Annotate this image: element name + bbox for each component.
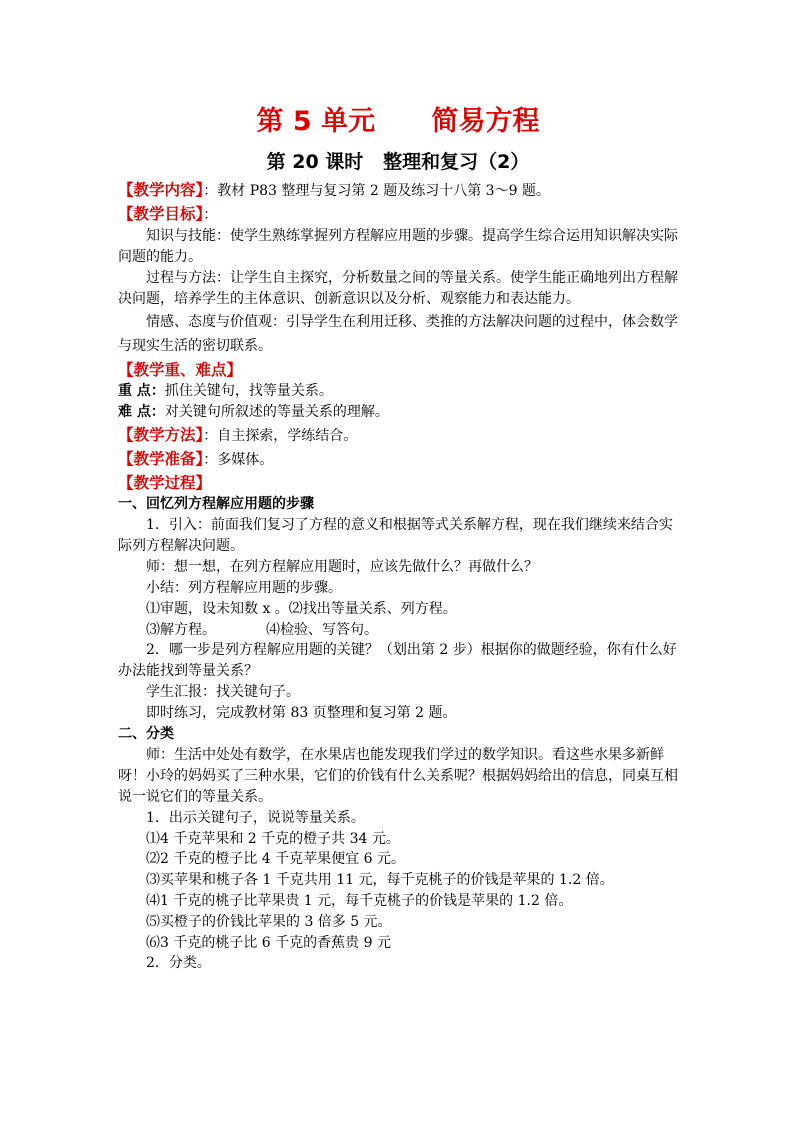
difficult-point-label: 难 点： (118, 404, 165, 421)
teaching-content-label: 【教学内容】 (118, 181, 204, 199)
section-2-intro: 师：生活中处处有数学，在水果店也能发现我们学过的数学知识。看这些水果多新鲜呀！小玲的妈妈买了三种水果，它们的价钱有什么关系呢？根据妈妈给出的信息，同桌互相说一说它们的等量关系。 (118, 746, 678, 805)
document-page (118, 96, 678, 974)
key-point-label: 重 点： (118, 383, 165, 400)
teaching-method-text: ：自主探索，学练结合。 (203, 427, 358, 444)
list-item: ⑸买橙子的价钱比苹果的 3 倍多 5 元。 (146, 913, 392, 930)
section-1-key-question: 2．哪一步是列方程解应用题的关键？（划出第 2 步）根据你的做题经验，你有什么好办法能找到等量关系？ (118, 642, 677, 680)
teaching-process-heading (118, 473, 678, 495)
section-1-summary: 小结：列方程解应用题的步骤。 (146, 579, 342, 596)
list-item: ⑹3 千克的桃子比 6 千克的香蕉贵 9 元 (146, 934, 391, 951)
section-1-title: 一、回忆列方程解应用题的步骤 (118, 496, 314, 513)
section-1-question: 师：想一想，在列方程解应用题时，应该先做什么？再做什么？ (146, 559, 538, 576)
teaching-process-label: 【教学过程】 (118, 473, 212, 492)
section-1-steps-b (118, 620, 678, 641)
section-1-steps-a: ⑴审题，设未知数 x 。⑵找出等量关系、列方程。 (146, 600, 457, 617)
key-point-text: 抓住关键句，找等量关系。 (164, 383, 333, 400)
teaching-goals-label: 【教学目标】 (118, 204, 204, 223)
section-1-report: 学生汇报：找关键句子。 (146, 684, 300, 701)
teaching-method (118, 425, 678, 447)
goal-knowledge: 知识与技能：使学生熟练掌握列方程解应用题的步骤。提高学生综合运用知识解决实际问题的能力。 (118, 227, 678, 265)
difficult-point (118, 402, 678, 423)
teaching-prep-label: 【教学准备】 (118, 449, 204, 468)
step-3: ⑶解方程。 (146, 621, 216, 638)
list-item: ⑶买苹果和桃子各 1 千克共用 11 元，每千克桃子的价钱是苹果的 1.2 倍。 (146, 872, 614, 889)
teaching-content (118, 180, 678, 202)
section-2-title: 二、分类 (118, 725, 174, 742)
teaching-goals-colon: ： (203, 206, 218, 223)
difficult-point-text: 对关键句所叙述的等量关系的理解。 (164, 404, 389, 421)
teaching-prep-text: ：多媒体。 (203, 451, 274, 468)
step-4: ⑷检验、写答句。 (266, 621, 378, 638)
lesson-title: 第 20 课时 整理和复习（2） (266, 151, 530, 173)
list-item: ⑵2 千克的橙子比 4 千克苹果便宜 6 元。 (146, 851, 405, 868)
teaching-prep (118, 449, 678, 471)
section-2-step-2: 2．分类。 (146, 955, 211, 972)
section-1-practice: 即时练习，完成教材第 83 页整理和复习第 2 题。 (146, 705, 457, 722)
list-item: ⑴4 千克苹果和 2 千克的橙子共 34 元。 (146, 830, 400, 847)
teaching-content-text: ：教材 P83 整理与复习第 2 题及练习十八第 3～9 题。 (203, 183, 550, 199)
key-point (118, 381, 678, 402)
teaching-goals-heading (118, 204, 678, 226)
keypoints-heading (118, 360, 678, 382)
goal-emotion: 情感、态度与价值观：引导学生在利用迁移、类推的方法解决问题的过程中，体会数学与现实生活的密切联系。 (118, 313, 678, 354)
goal-process: 过程与方法：让学生自主探究，分析数量之间的等量关系。使学生能正确地列出方程解决问题，培养学生的主体意识、创新意识以及分析、观察能力和表达能力。 (118, 269, 678, 307)
section-2-step-1: 1．出示关键句子，说说等量关系。 (146, 809, 365, 826)
keypoints-label: 【教学重、难点】 (118, 360, 243, 379)
section-1-intro: 1．引入：前面我们复习了方程的意义和根据等式关系解方程，现在我们继续来结合实际列方程解决问题。 (118, 517, 673, 555)
teaching-method-label: 【教学方法】 (118, 425, 204, 444)
unit-title: 第 5 单元 简易方程 (256, 106, 540, 137)
list-item: ⑷1 千克的桃子比苹果贵 1 元，每千克桃子的价钱是苹果的 1.2 倍。 (146, 892, 573, 909)
